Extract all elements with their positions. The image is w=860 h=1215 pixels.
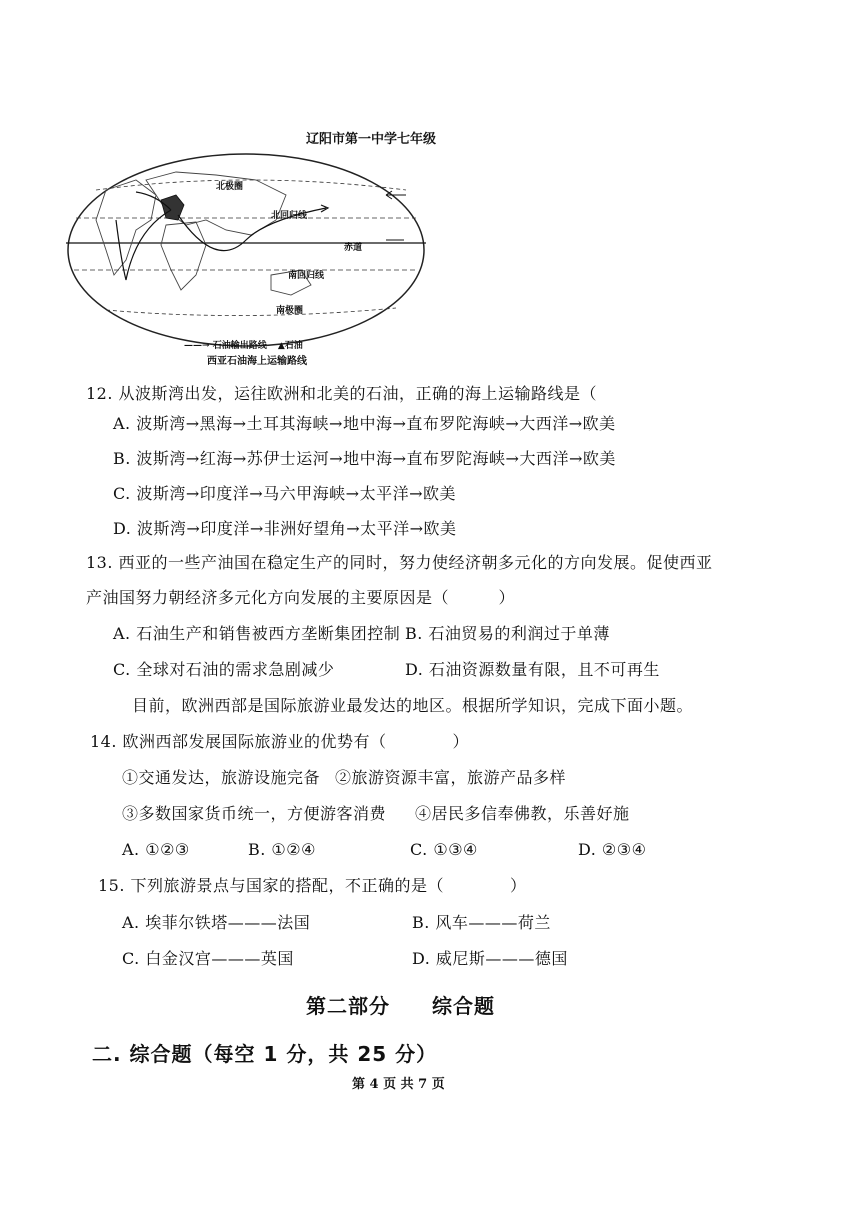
africa-shape — [161, 222, 206, 290]
q15-option-a: A. 埃菲尔铁塔———法国 — [122, 913, 311, 932]
west-asia-region — [161, 195, 184, 220]
label-tropic-north: 北回归线 — [271, 211, 308, 221]
q12-option-b: B. 波斯湾→红海→苏伊士运河→地中海→直布罗陀海峡→大西洋→欧美 — [113, 449, 616, 468]
globe-outline — [68, 154, 424, 346]
q14-stem: 14. 欧洲西部发展国际旅游业的优势有（ ） — [90, 732, 470, 751]
oil-route-map — [66, 150, 426, 350]
q13-option-c: C. 全球对石油的需求急剧减少 — [113, 660, 335, 679]
q14-item-4: ④居民多信奉佛教，乐善好施 — [415, 804, 630, 823]
tourism-intro: 目前，欧洲西部是国际旅游业最发达的地区。根据所学知识，完成下面小题。 — [132, 696, 694, 715]
q14-item-2: ②旅游资源丰富，旅游产品多样 — [335, 768, 567, 787]
map-caption: 西亚石油海上运输路线 — [207, 356, 307, 367]
section2-title: 二. 综合题（每空 1 分，共 25 分） — [92, 1042, 438, 1066]
label-arctic: 北极圈 — [216, 182, 244, 192]
map-legend — [184, 338, 303, 351]
q15-option-c: C. 白金汉宫———英国 — [122, 949, 294, 968]
q14-option-c: C. ①③④ — [410, 840, 478, 859]
q12-option-c: C. 波斯湾→印度洋→马六甲海峡→太平洋→欧美 — [113, 484, 456, 503]
q14-item-1: ①交通发达，旅游设施完备 — [122, 768, 321, 787]
q14-item-3: ③多数国家货币统一，方便游客消费 — [122, 804, 387, 823]
q13-option-d: D. 石油资源数量有限，且不可再生 — [405, 660, 660, 679]
q15-option-b: B. 风车———荷兰 — [412, 913, 551, 932]
q13-option-a: A. 石油生产和销售被西方垄断集团控制 — [113, 624, 401, 643]
q15-option-d: D. 威尼斯———德国 — [412, 949, 568, 968]
route-cape — [116, 210, 171, 280]
q15-stem: 15. 下列旅游景点与国家的搭配，不正确的是（ ） — [98, 876, 527, 895]
legend-route: 石油输出路线 — [212, 341, 267, 351]
label-equator: 赤道 — [344, 243, 363, 253]
q12-stem: 12. 从波斯湾出发，运往欧洲和北美的石油，正确的海上运输路线是（ — [86, 384, 598, 403]
q12-option-a: A. 波斯湾→黑海→土耳其海峡→地中海→直布罗陀海峡→大西洋→欧美 — [113, 414, 616, 433]
q13-option-b: B. 石油贸易的利润过于单薄 — [405, 624, 610, 643]
legend-route-line: ——→ — [184, 341, 213, 351]
label-tropic-south: 南回归线 — [288, 271, 325, 281]
part2-title: 第二部分 综合题 — [306, 994, 495, 1018]
q14-option-b: B. ①②④ — [248, 840, 316, 859]
world-map-figure — [66, 150, 426, 350]
q13-stem-line1: 13. 西亚的一些产油国在稳定生产的同时，努力使经济朝多元化的方向发展。促使西亚 — [86, 553, 713, 572]
q12-option-d: D. 波斯湾→印度洋→非洲好望角→太平洋→欧美 — [113, 519, 457, 538]
q14-option-a: A. ①②③ — [122, 840, 190, 859]
label-antarctic: 南极圈 — [276, 306, 304, 316]
q14-option-d: D. ②③④ — [578, 840, 647, 859]
q13-stem-line2: 产油国努力朝经济多元化方向发展的主要原因是（ ） — [86, 588, 516, 607]
school-header: 辽阳市第一中学七年级 — [306, 132, 437, 147]
antarctic-circle-line — [106, 308, 396, 316]
page-footer: 第 4 页 共 7 页 — [352, 1077, 445, 1092]
legend-oil: ▲石油 — [277, 341, 303, 351]
